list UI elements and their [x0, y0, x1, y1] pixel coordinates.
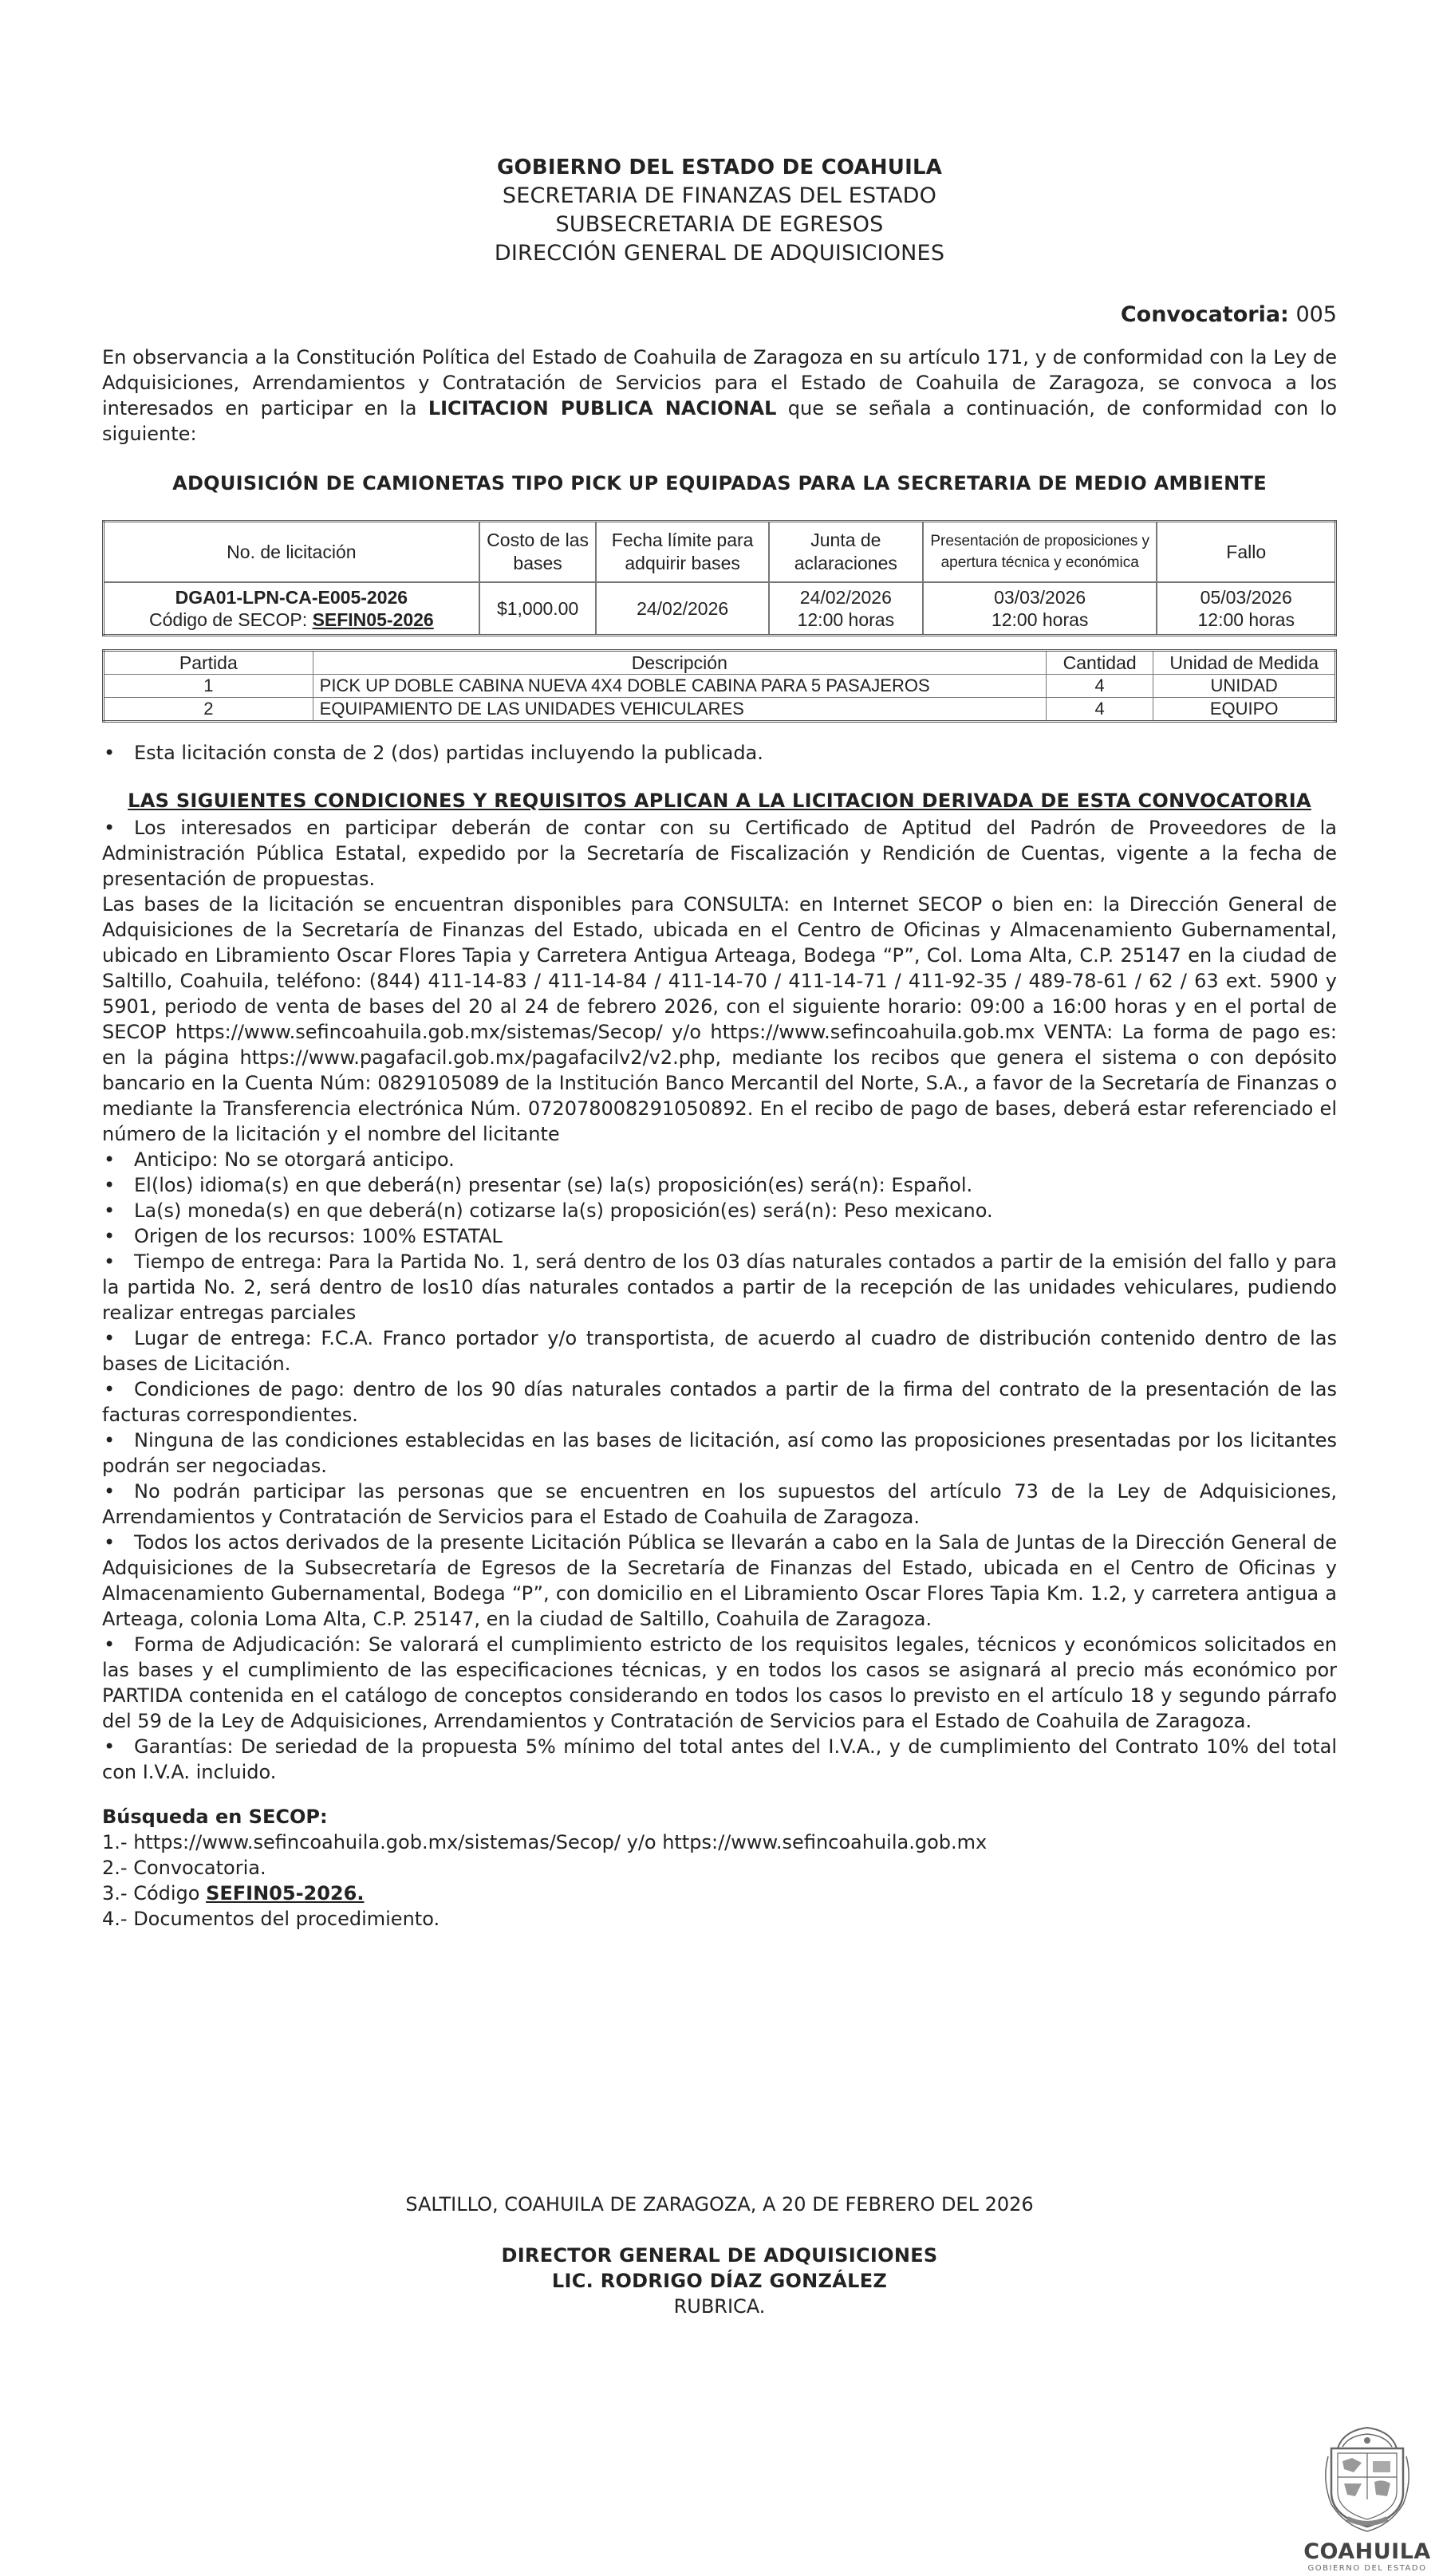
search-step-2: 2.- Convocatoria. [102, 1857, 266, 1879]
items-header-row [104, 651, 1336, 675]
intro-bold-text: LICITACION PUBLICA NACIONAL [428, 397, 777, 419]
header-descripcion: Descripción [313, 651, 1046, 675]
signer-title: DIRECTOR GENERAL DE ADQUISICIONES [501, 2244, 938, 2267]
condition-text: Origen de los recursos: 100% ESTATAL [134, 1225, 503, 1247]
search-step-3-code: SEFIN05-2026. [206, 1882, 365, 1904]
bid-table-row [104, 582, 1336, 636]
procurement-title: ADQUISICIÓN DE CAMIONETAS TIPO PICK UP EQUIPADAS PARA LA SECRETARIA DE MEDIO AMBIENTE [172, 472, 1267, 494]
table-row [104, 698, 1336, 722]
cell-junta [769, 582, 923, 636]
signer-name: LIC. RODRIGO DÍAZ GONZÁLEZ [551, 2270, 888, 2292]
junta-date: 24/02/2026 [799, 587, 892, 608]
search-step-3-label: 3.- Código [102, 1882, 207, 1904]
condition-text: Garantías: De seriedad de la propuesta 5% mínimo del total antes del I.V.A., y de cumplimiento del Contrato 10% del total con I.V.A. incluido. [102, 1735, 1337, 1783]
cell-fecha-limite: 24/02/2026 [596, 582, 768, 636]
document-page [102, 153, 1431, 2573]
cell-presentacion [923, 582, 1157, 636]
header-presentacion: Presentación de proposiciones y apertura técnica y económica [923, 522, 1157, 583]
header-subsecretaria: SUBSECRETARIA DE EGRESOS [555, 212, 884, 237]
partidas-note-text: Esta licitación consta de 2 (dos) partidas incluyendo la publicada. [134, 742, 763, 764]
item-descripcion: PICK UP DOBLE CABINA NUEVA 4X4 DOBLE CABINA PARA 5 PASAJEROS [313, 675, 1046, 698]
header-secretaria: SECRETARIA DE FINANZAS DEL ESTADO [502, 183, 937, 208]
convocatoria-number [102, 302, 1337, 327]
fallo-date: 05/03/2026 [1200, 587, 1292, 608]
coat-of-arms-icon [1307, 2416, 1427, 2536]
document-header [102, 153, 1337, 268]
condition-text: Las bases de la licitación se encuentran disponibles para CONSULTA: en Internet SECOP o bien en: la Dirección General de Adquisiciones de la Secretaría de Finanzas del Estado, ubicada en el Centro de Oficinas y Almacenamiento Gubernamental, ubicado en Libramiento Oscar Flores Tapia y Carretera Antigua Arteaga, Bodega “P”, Col. Loma Alta, C.P. 25147 en la ciudad de Saltillo, Coahuila, teléfono: (844) 411-14-83 / 411-14-84 / 411-14-70 / 411-14-71 / 411-92-35 / 489-78-61 / 62 / 63 ext. 5900 y 5901, periodo de venta de bases del 20 al 24 de febrero 2026, con el siguiente horario: 09:00 a 16:00 horas y en el portal de SECOP https://www.sefincoahuila.gob.mx/sistemas/Secop/ y/o https://www.sefincoahuila.gob.mx VENTA: La forma de pago es: en la página https://www.pagafacil.gob.mx/pagafacilv2/v2.php, mediante los recibos que genera el sistema o con depósito bancario en la Cuenta Núm: 0829105089 de la Institución Banco Mercantil del Norte, S.A., a favor de la Secretaría de Finanzas o mediante la Transferencia electrónica Núm. 072078008291050892. En el recibo de pago de bases, deberá estar referenciado el número de la licitación y el nombre del licitante [102, 893, 1337, 1145]
intro-text-start: En observancia a la Constitución Política del Estado de Coahuila de Zaragoza en su artículo 171, y de conformidad con la Ley de Adquisiciones, Arrendamientos y Contratación de Servicios para el Estado de Coahuila de Zaragoza, se convoca a los interesados en participar en la [102, 346, 1337, 419]
item-partida: 1 [104, 675, 313, 698]
condition-item [102, 1632, 1337, 1734]
conditions-title: LAS SIGUIENTES CONDICIONES Y REQUISITOS APLICAN A LA LICITACION DERIVADA DE ESTA CONVOCATORIA [128, 790, 1311, 812]
logo-wordmark: COAHUILA [1303, 2539, 1431, 2564]
condition-item [102, 1223, 1337, 1249]
presentacion-date: 03/03/2026 [994, 587, 1086, 608]
bid-table-header-row [104, 522, 1336, 583]
secop-code: SEFIN05-2026 [312, 609, 434, 630]
item-cantidad: 4 [1046, 675, 1153, 698]
item-unidad: EQUIPO [1153, 698, 1336, 722]
condition-text: El(los) idioma(s) en que deberá(n) presentar (se) la(s) proposición(es) será(n): Español. [134, 1174, 973, 1196]
condition-text: Ninguna de las condiciones establecidas en las bases de licitación, así como las proposiciones presentadas por los licitantes podrán ser negociadas. [102, 1429, 1337, 1477]
condition-item [102, 1734, 1337, 1785]
condition-text: Anticipo: No se otorgará anticipo. [134, 1148, 455, 1171]
header-partida: Partida [104, 651, 313, 675]
fallo-time: 12:00 horas [1197, 609, 1295, 630]
signer [102, 2243, 1337, 2319]
condition-text: No podrán participar las personas que se encuentren en los supuestos del artículo 73 de la Ley de Adquisiciones, Arrendamientos y Contratación de Servicios para el Estado de Coahuila de Zaragoza. [102, 1480, 1337, 1528]
condition-item [102, 892, 1337, 1147]
place-date: SALTILLO, COAHUILA DE ZARAGOZA, A 20 DE FEBRERO DEL 2026 [405, 2193, 1034, 2216]
condition-item [102, 1479, 1337, 1530]
condition-item [102, 1428, 1337, 1479]
presentacion-time: 12:00 horas [991, 609, 1089, 630]
header-unidad: Unidad de Medida [1153, 651, 1336, 675]
condition-text: Forma de Adjudicación: Se valorará el cumplimiento estricto de los requisitos legales, técnicos y económicos solicitados en las bases y el cumplimiento de las especificaciones técnicas, y en todos los casos se asignará al precio más económico por PARTIDA contenida en el catálogo de conceptos considerando en todos los casos lo previsto en el artículo 18 y segundo párrafo del 59 de la Ley de Adquisiciones, Arrendamientos y Contratación de Servicios para el Estado de Coahuila de Zaragoza. [102, 1633, 1337, 1732]
condition-text: Lugar de entrega: F.C.A. Franco portador y/o transportista, de acuerdo al cuadro de distribución contenido dentro de las bases de Licitación. [102, 1327, 1337, 1375]
logo-subtitle: GOBIERNO DEL ESTADO [1307, 2564, 1427, 2573]
header-costo: Costo de las bases [479, 522, 597, 583]
junta-time: 12:00 horas [797, 609, 895, 630]
search-step-1: 1.- https://www.sefincoahuila.gob.mx/sistemas/Secop/ y/o https://www.sefincoahuila.gob.mx [102, 1831, 988, 1853]
signature-block [102, 2192, 1337, 2319]
item-cantidad: 4 [1046, 698, 1153, 722]
cell-costo: $1,000.00 [479, 582, 597, 636]
header-government: GOBIERNO DEL ESTADO DE COAHUILA [496, 156, 943, 179]
search-heading: Búsqueda en SECOP: [102, 1806, 328, 1828]
secop-search-steps [102, 1804, 1337, 1932]
convocatoria-value: 005 [1295, 302, 1337, 327]
secop-code-line [108, 609, 475, 631]
header-fecha-limite: Fecha límite para adquirir bases [596, 522, 768, 583]
rubric-label: RUBRICA. [673, 2295, 766, 2318]
secop-label: Código de SECOP: [149, 609, 308, 630]
coahuila-logo [1295, 2416, 1439, 2576]
condition-item [102, 1172, 1337, 1198]
intro-paragraph [102, 345, 1337, 447]
item-partida: 2 [104, 698, 313, 722]
header-licitacion: No. de licitación [104, 522, 479, 583]
header-junta: Junta de aclaraciones [769, 522, 923, 583]
condition-item [102, 1147, 1337, 1172]
search-step-4: 4.- Documentos del procedimiento. [102, 1908, 440, 1930]
header-fallo: Fallo [1157, 522, 1335, 583]
condition-item [102, 1530, 1337, 1632]
licitacion-number: DGA01-LPN-CA-E005-2026 [175, 587, 408, 608]
condition-item [102, 815, 1337, 892]
condition-text: Todos los actos derivados de la presente Licitación Pública se llevarán a cabo en la Sala de Juntas de la Dirección General de Adquisiciones de la Subsecretaría de Egresos de la Secretaría de Finanzas del Estado, ubicada en el Centro de Oficinas y Almacenamiento Gubernamental, Bodega “P”, con domicilio en el Libramiento Oscar Flores Tapia Km. 1.2, y carretera antigua a Arteaga, colonia Loma Alta, C.P. 25147, en la ciudad de Saltillo, Coahuila de Zaragoza. [102, 1531, 1337, 1630]
condition-text: Condiciones de pago: dentro de los 90 días naturales contados a partir de la firma del contrato de la presentación de las facturas correspondientes. [102, 1378, 1337, 1426]
condition-item [102, 1377, 1337, 1428]
header-direccion: DIRECCIÓN GENERAL DE ADQUISICIONES [494, 241, 945, 266]
items-table [102, 649, 1337, 723]
condition-text: Los interesados en participar deberán de contar con su Certificado de Aptitud del Padrón de Proveedores de la Administración Pública Estatal, expedido por la Secretaría de Fiscalización y Rendición de Cuentas, vigente a la fecha de presentación de propuestas. [102, 817, 1337, 890]
item-unidad: UNIDAD [1153, 675, 1336, 698]
intro-text-end: que se señala a continuación, de conformidad con lo siguiente: [102, 397, 1337, 445]
condition-text: Tiempo de entrega: Para la Partida No. 1, será dentro de los 03 días naturales contados a partir de la emisión del fallo y para la partida No. 2, será dentro de los10 días naturales contados a partir de la recepción de las unidades vehiculares, pudiendo realizar entregas parciales [102, 1251, 1337, 1324]
condition-text: La(s) moneda(s) en que deberá(n) cotizarse la(s) proposición(es) será(n): Peso mexicano. [134, 1199, 993, 1222]
header-cantidad: Cantidad [1046, 651, 1153, 675]
table-row [104, 675, 1336, 698]
condition-item [102, 1198, 1337, 1223]
condition-item [102, 1249, 1337, 1325]
bid-schedule-table [102, 520, 1337, 636]
search-step-3 [102, 1881, 1337, 1906]
conditions-list [102, 815, 1337, 1785]
partidas-note [102, 740, 1337, 766]
convocatoria-label: Convocatoria: [1120, 302, 1289, 327]
condition-item [102, 1325, 1337, 1377]
cell-fallo [1157, 582, 1335, 636]
item-descripcion: EQUIPAMIENTO DE LAS UNIDADES VEHICULARES [313, 698, 1046, 722]
cell-licitacion [104, 582, 479, 636]
